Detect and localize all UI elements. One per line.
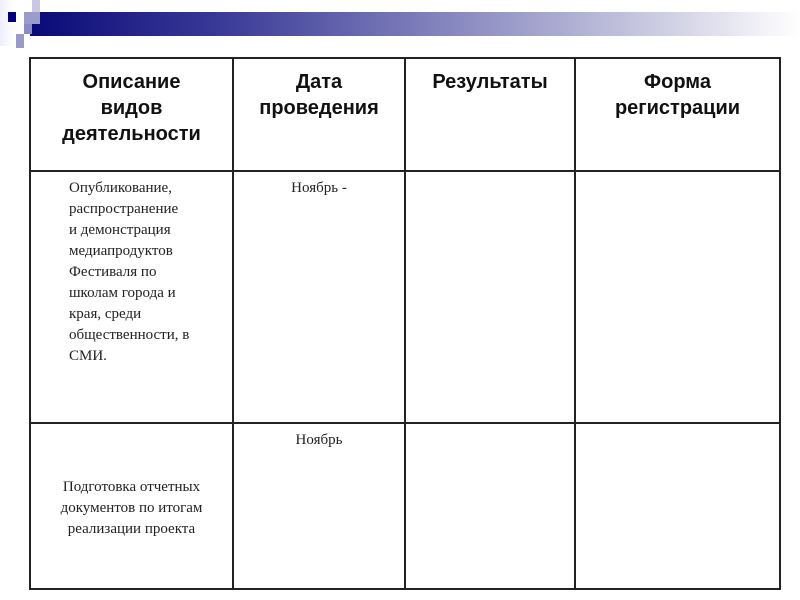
cell-description: [30, 171, 233, 423]
cell-results: [405, 423, 575, 589]
cell-date: [233, 171, 405, 423]
title-banner: [30, 12, 800, 36]
decor-square: [8, 12, 16, 22]
table-row: [30, 423, 780, 589]
cell-results: [405, 171, 575, 423]
cell-form: [575, 171, 780, 423]
decor-square: [0, 0, 14, 46]
header-description: Описание видов деятельности: [30, 58, 233, 171]
decor-square: [24, 24, 32, 34]
decor-square: [16, 34, 24, 48]
header-date: Дата проведения: [233, 58, 405, 171]
cell-date: [233, 423, 405, 589]
description-text: Подготовка отчетных документов по итогам реализации проекта: [60, 479, 203, 537]
cell-description: [30, 423, 233, 589]
table-header-row: [30, 58, 780, 171]
cell-form: [575, 423, 780, 589]
date-text: Ноябрь -: [291, 180, 347, 196]
header-form: Форма регистрации: [575, 58, 780, 171]
activity-table: [29, 57, 781, 590]
header-results: Результаты: [405, 58, 575, 171]
decor-square: [24, 12, 40, 24]
description-text: Опубликование, распространение и демонстрация медиапродуктов Фестиваля по школам города и края, среди общественности, в СМИ.: [69, 180, 190, 364]
date-text: Ноябрь: [295, 432, 343, 448]
table-row: [30, 171, 780, 423]
